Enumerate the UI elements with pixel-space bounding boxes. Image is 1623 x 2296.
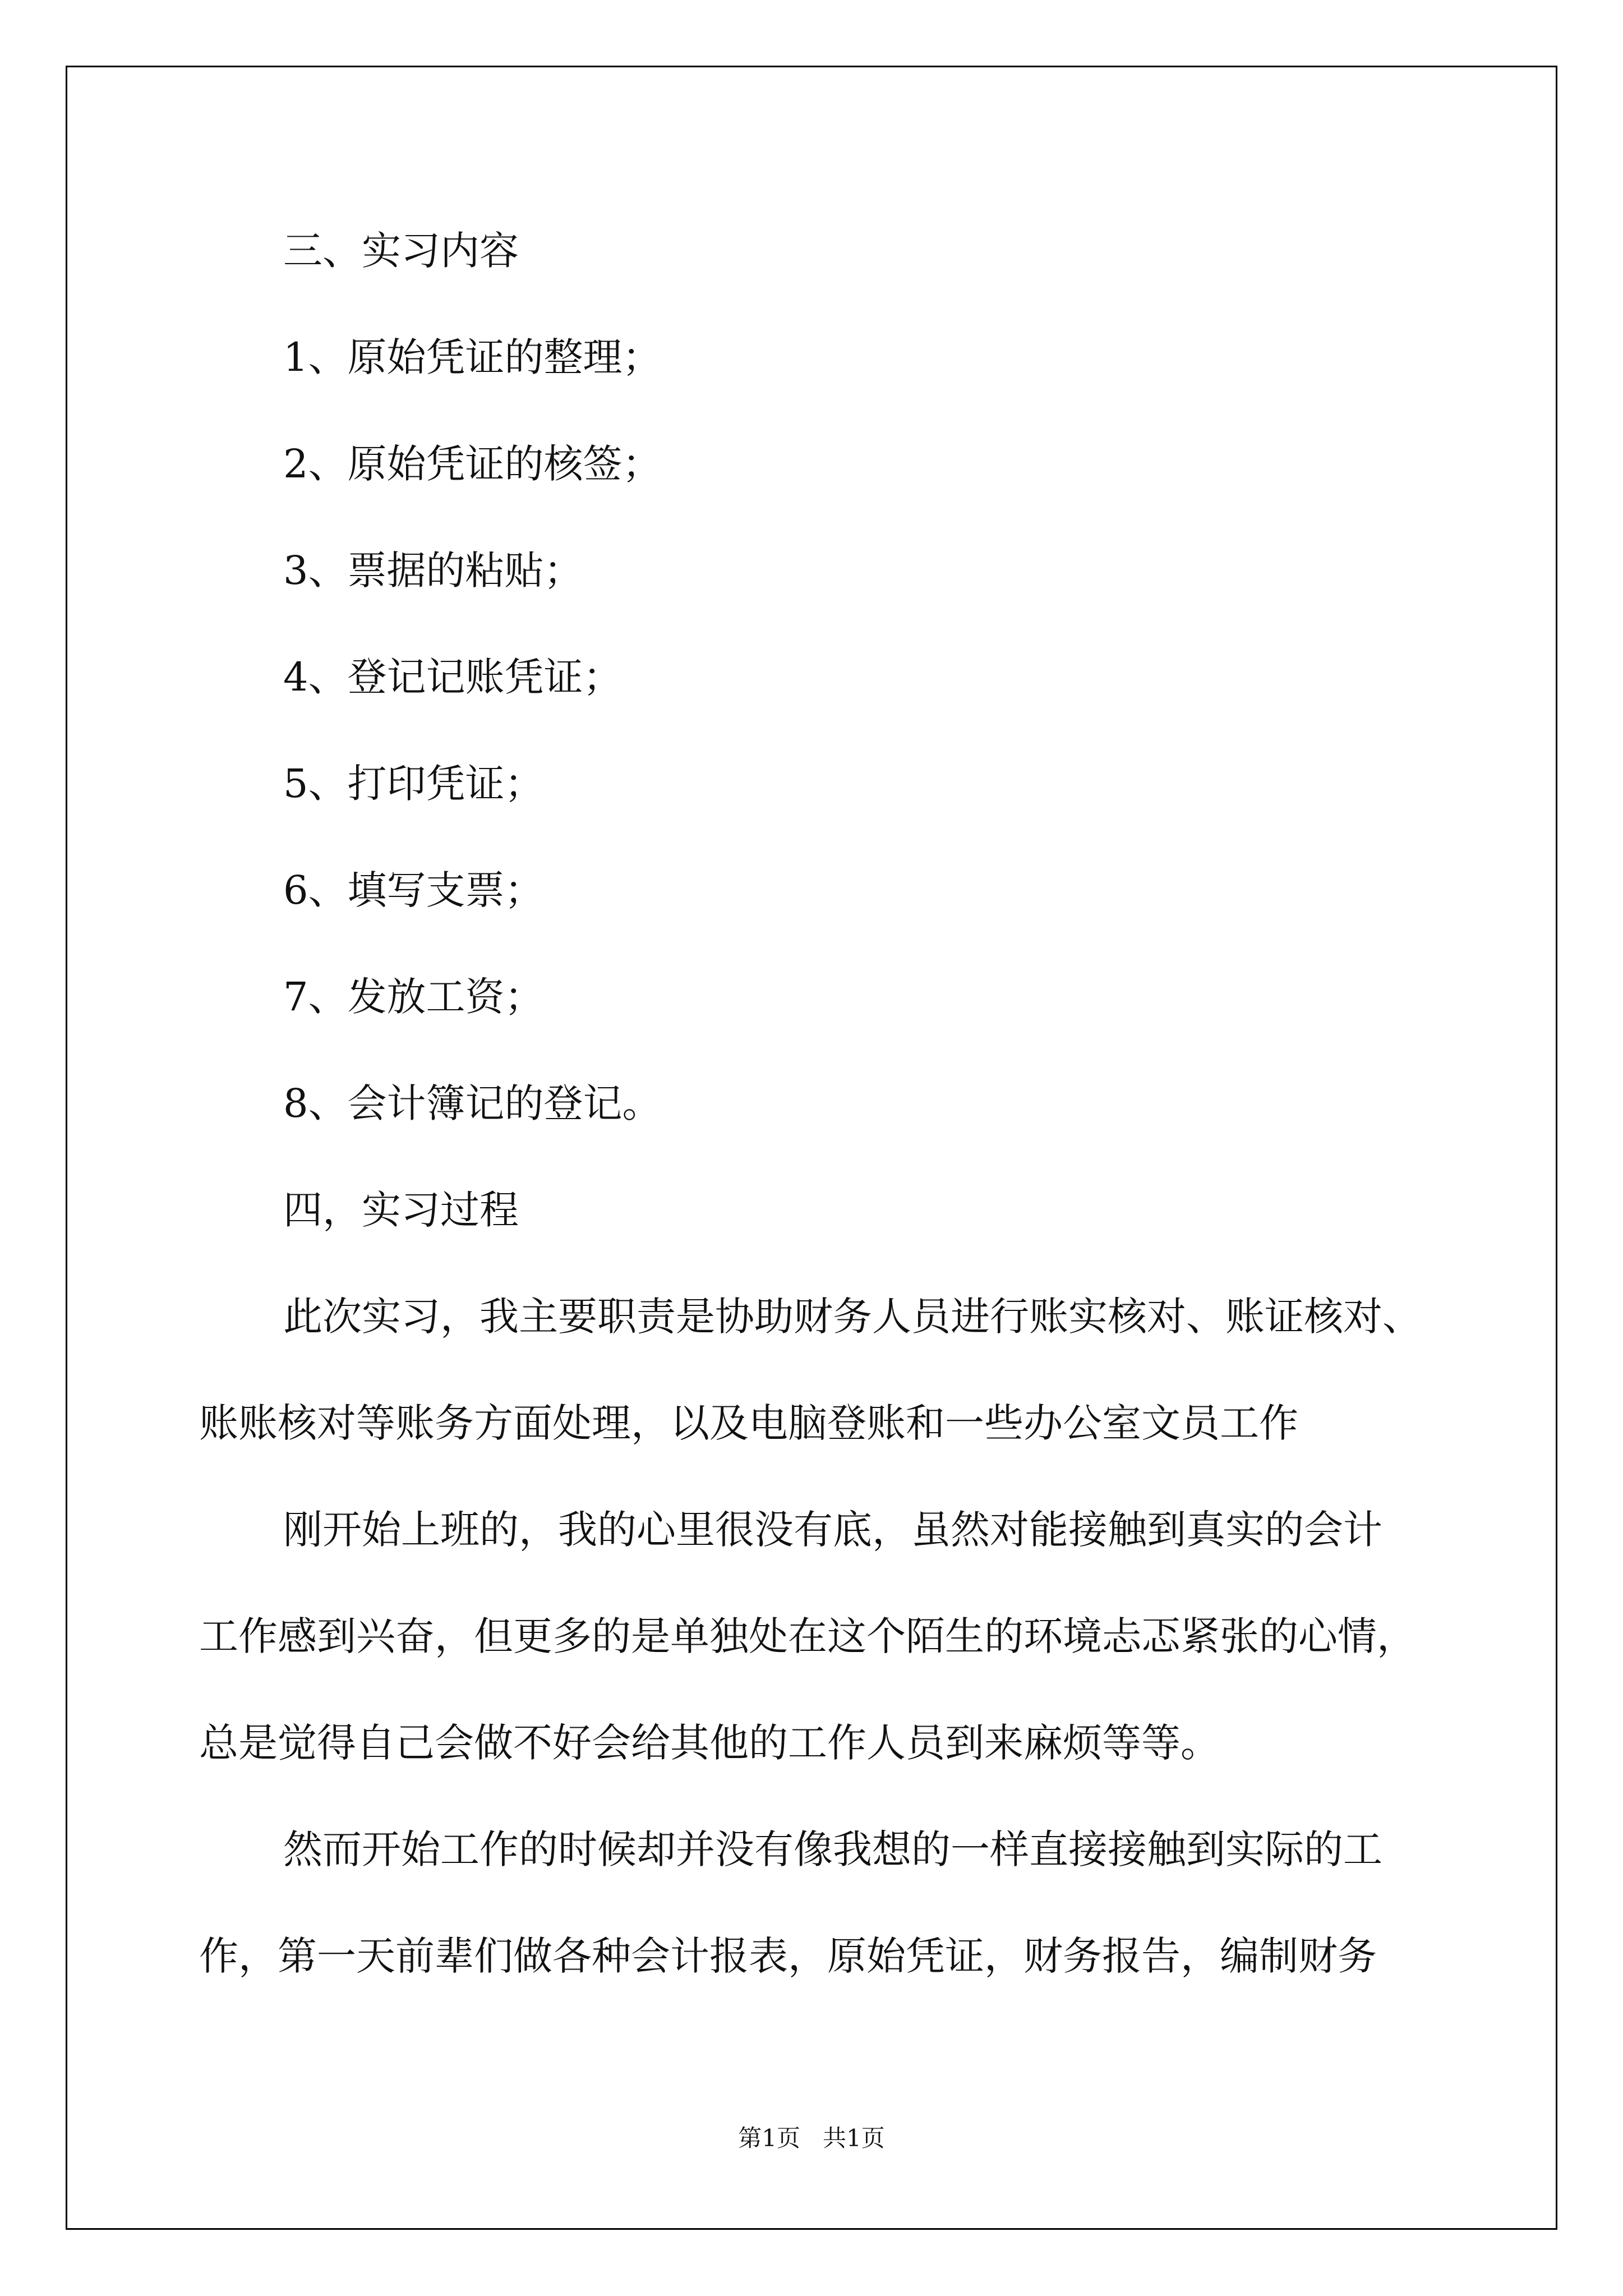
paragraph-line: 然而开始工作的时候却并没有像我想的一样直接接触到实际的工 <box>283 1826 1382 1872</box>
paragraph-line: 账账核对等账务方面处理，以及电脑登账和一些办公室文员工作 <box>199 1400 1298 1446</box>
page-number-footer: 第1页 共1页 <box>738 2124 885 2152</box>
list-item: 7、发放工资； <box>283 974 544 1020</box>
list-item: 3、票据的粘贴； <box>283 547 583 593</box>
paragraph-line: 总是觉得自己会做不好会给其他的工作人员到来麻烦等等。 <box>199 1720 1220 1766</box>
list-item: 4、登记记账凭证； <box>283 654 623 700</box>
list-item: 8、会计簿记的登记。 <box>283 1080 662 1126</box>
list-item: 1、原始凭证的整理； <box>283 334 662 380</box>
paragraph-line: 作，第一天前辈们做各种会计报表，原始凭证，财务报告，编制财务 <box>199 1933 1377 1979</box>
list-item: 5、打印凭证； <box>283 761 544 807</box>
section-heading-internship-process: 四，实习过程 <box>283 1187 519 1233</box>
section-heading-internship-content: 三、实习内容 <box>283 228 519 274</box>
list-item: 2、原始凭证的核签； <box>283 441 662 487</box>
paragraph-line: 工作感到兴奋，但更多的是单独处在这个陌生的环境忐忑紧张的心情， <box>199 1613 1416 1659</box>
list-item: 6、填写支票； <box>283 867 544 913</box>
paragraph-line: 刚开始上班的，我的心里很没有底，虽然对能接触到真实的会计 <box>283 1507 1382 1553</box>
paragraph-line: 此次实习，我主要职责是协助财务人员进行账实核对、账证核对、 <box>283 1294 1422 1340</box>
